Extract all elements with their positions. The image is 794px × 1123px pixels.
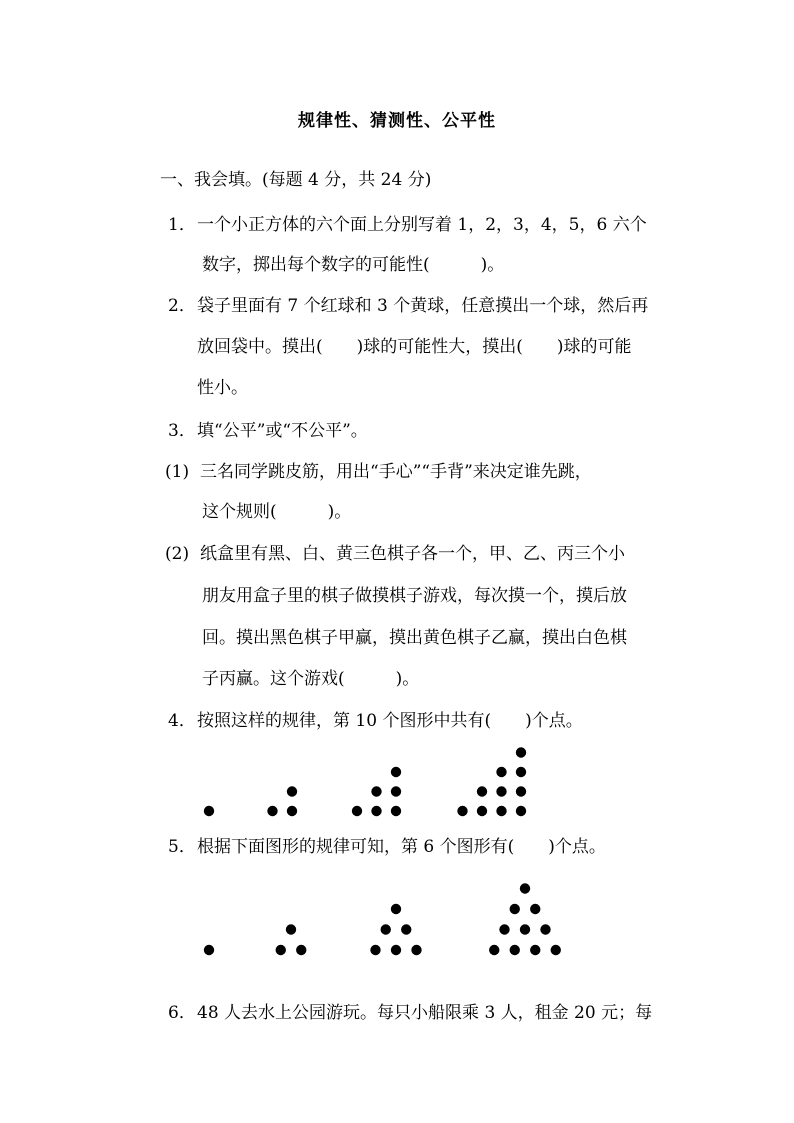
q2-line1: 袋子里面有 7 个红球和 3 个黄球，任意摸出一个球，然后再 (197, 296, 649, 316)
q5-figure-4-dot (510, 945, 520, 955)
q4-figure-3-dot (352, 806, 362, 816)
q4-figure-4-dot (457, 806, 467, 816)
q4-figure-3-dot (391, 786, 401, 796)
q5-figure-4-dot (510, 904, 520, 914)
q3b-line3: 回。摸出黑色棋子甲赢，摸出黄色棋子乙赢，摸出白色棋 (202, 628, 627, 648)
q5-figure-2-dot (296, 945, 306, 955)
q5-figure-4-dot (520, 924, 530, 934)
q4-figure-4-dot (496, 786, 506, 796)
page-title: 规律性、猜测性、公平性 (298, 111, 496, 131)
q5-figure-3-dot (411, 945, 421, 955)
q1-line2: 数字，掷出每个数字的可能性( )。 (202, 255, 505, 275)
q5-figure-4-dot (499, 924, 509, 934)
q5-number: 5． (168, 837, 196, 857)
q4-figure-3-dot (391, 767, 401, 777)
q4-figure-4-dot (516, 767, 526, 777)
q3b-line1: 纸盒里有黑、白、黄三色棋子各一个，甲、乙、丙三个小 (200, 544, 625, 564)
q4-figure-4-dot (516, 747, 526, 757)
section-heading: 一、我会填。(每题 4 分，共 24 分) (160, 170, 432, 190)
q4-figure-2-dot (267, 806, 277, 816)
q4-line1: 按照这样的规律，第 10 个图形中共有( )个点。 (197, 711, 583, 731)
q4-figure-4-dot (516, 786, 526, 796)
q5-figure-3-dot (391, 904, 401, 914)
q5-line1: 根据下面图形的规律可知，第 6 个图形有( )个点。 (197, 837, 606, 857)
q1-line1: 一个小正方体的六个面上分别写着 1，2，3，4，5，6 六个 (197, 215, 647, 235)
q3b-line4: 子丙赢。这个游戏( )。 (202, 669, 420, 689)
q4-figure-4-dot (516, 806, 526, 816)
q5-figure-3-dot (391, 945, 401, 955)
q4-number: 4． (168, 711, 196, 731)
q2-number: 2． (168, 296, 196, 316)
q5-figure-2-dot (276, 945, 286, 955)
q4-figure-4-dot (496, 806, 506, 816)
q4-figure-2-dot (287, 786, 297, 796)
q5-figure-1-dot (204, 945, 214, 955)
q4-figure-3-dot (371, 806, 381, 816)
q2-line2: 放回袋中。摸出( )球的可能性大，摸出( )球的可能 (197, 337, 632, 357)
q4-figure-4-dot (477, 786, 487, 796)
q3a-line1: 三名同学跳皮筋，用出“手心”“手背”来决定谁先跳， (200, 462, 592, 482)
q4-staircase-figures (204, 747, 526, 816)
q4-figure-1-dot (204, 806, 214, 816)
q4-figure-3-dot (371, 786, 381, 796)
q6-number: 6． (168, 1003, 196, 1023)
q5-figure-2-dot (286, 924, 296, 934)
q3-line1: 填“公平”或“不公平”。 (197, 421, 368, 441)
q5-figure-4-dot (489, 945, 499, 955)
q5-figure-3-dot (370, 945, 380, 955)
q5-figure-4-dot (530, 945, 540, 955)
q5-figure-4-dot (540, 924, 550, 934)
q4-figure-4-dot (496, 767, 506, 777)
q2-line3: 性小。 (197, 378, 248, 398)
q5-figure-4-dot (530, 904, 540, 914)
q5-figure-4-dot (551, 945, 561, 955)
q5-figure-3-dot (401, 924, 411, 934)
q5-figure-3-dot (381, 924, 391, 934)
q3a-number: (1) (165, 462, 190, 482)
q5-triangle-figures (204, 883, 561, 955)
q3b-line2: 朋友用盒子里的棋子做摸棋子游戏，每次摸一个，摸后放 (202, 586, 627, 606)
q1-number: 1． (168, 215, 196, 235)
q3-number: 3． (168, 421, 196, 441)
q4-figure-2-dot (287, 806, 297, 816)
q5-figure-4-dot (520, 883, 530, 893)
q6-line1: 48 人去水上公园游玩。每只小船限乘 3 人，租金 20 元；每 (197, 1003, 653, 1023)
q4-figure-4-dot (477, 806, 487, 816)
q4-figure-3-dot (391, 806, 401, 816)
q3a-line2: 这个规则( )。 (202, 502, 352, 522)
q3b-number: (2) (165, 544, 190, 564)
